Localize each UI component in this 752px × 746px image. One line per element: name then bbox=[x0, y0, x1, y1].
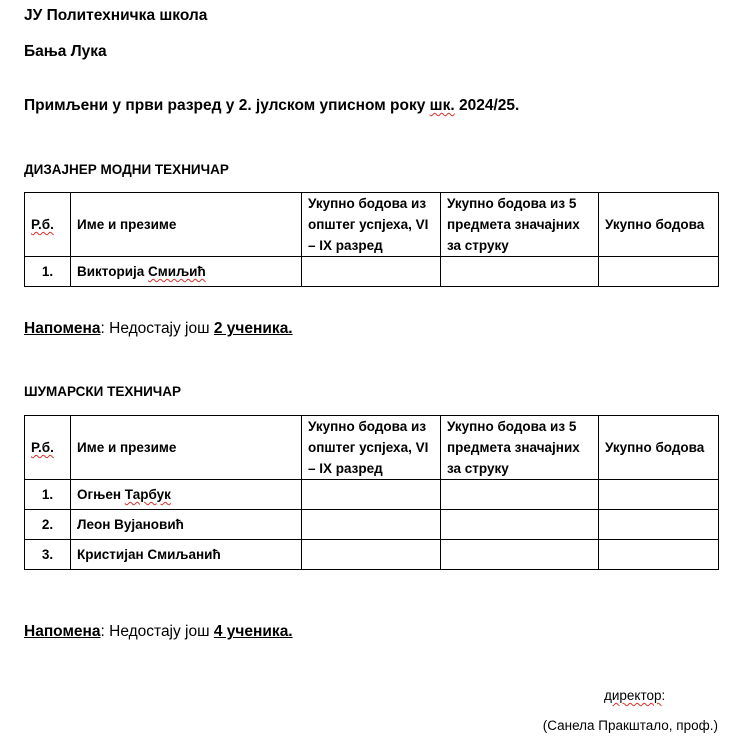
header-rb: Р.б. bbox=[31, 217, 54, 232]
header-total-points: Укупно бодова bbox=[599, 193, 719, 257]
subject-points-cell bbox=[441, 540, 599, 570]
signature-title: директор: bbox=[604, 688, 666, 703]
subject-points-cell bbox=[441, 257, 599, 287]
general-points-cell bbox=[302, 480, 441, 510]
note-fashion bbox=[24, 320, 293, 338]
signature-name: (Санела Пракштало, проф.) bbox=[542, 718, 718, 733]
header-name: Име и презиме bbox=[71, 416, 302, 480]
student-name: Викторија Смиљић bbox=[71, 257, 302, 287]
note-label: Напомена bbox=[24, 320, 101, 337]
student-name: Огњен Тарбук bbox=[71, 480, 302, 510]
general-points-cell bbox=[302, 257, 441, 287]
table-forestry-technician bbox=[24, 415, 719, 570]
general-points-cell bbox=[302, 540, 441, 570]
general-points-cell bbox=[302, 510, 441, 540]
school-city: Бања Лука bbox=[24, 43, 107, 60]
total-points-cell bbox=[599, 510, 719, 540]
header-subject-points: Укупно бодова из 5 предмета значајних за струку bbox=[441, 416, 599, 480]
school-name: ЈУ Политехничка школа bbox=[24, 7, 208, 24]
note-count: 2 ученика. bbox=[213, 320, 293, 337]
document-heading bbox=[24, 97, 519, 115]
total-points-cell bbox=[599, 257, 719, 287]
table-fashion-technician bbox=[24, 192, 719, 287]
row-number: 3. bbox=[25, 540, 71, 570]
note-count: 4 ученика. bbox=[213, 623, 293, 640]
heading-school-abbrev: шк. bbox=[429, 97, 455, 114]
header-subject-points: Укупно бодова из 5 предмета значајних за струку bbox=[441, 193, 599, 257]
total-points-cell bbox=[599, 540, 719, 570]
student-name: Леон Вујановић bbox=[71, 510, 302, 540]
student-name: Кристијан Смиљанић bbox=[71, 540, 302, 570]
header-general-points: Укупно бодова из општег успјеха, VI – IX разред bbox=[302, 193, 441, 257]
row-number: 1. bbox=[25, 257, 71, 287]
header-general-points: Укупно бодова из општег успјеха, VI – IX разред bbox=[302, 416, 441, 480]
table-row bbox=[25, 510, 719, 540]
table-row bbox=[25, 480, 719, 510]
subject-points-cell bbox=[441, 480, 599, 510]
table-header-row bbox=[25, 193, 719, 257]
director-word: директор bbox=[604, 688, 662, 703]
heading-text: Примљени у први разред у 2. јулском уписном року bbox=[24, 97, 430, 114]
section-title-fashion: ДИЗАЈНЕР МОДНИ ТЕХНИЧАР bbox=[24, 162, 229, 177]
table-header-row bbox=[25, 416, 719, 480]
total-points-cell bbox=[599, 480, 719, 510]
header-total-points: Укупно бодова bbox=[599, 416, 719, 480]
section-title-forestry: ШУМАРСКИ ТЕХНИЧАР bbox=[24, 384, 182, 399]
subject-points-cell bbox=[441, 510, 599, 540]
row-number: 2. bbox=[25, 510, 71, 540]
note-forestry bbox=[24, 623, 293, 641]
header-rb: Р.б. bbox=[31, 440, 54, 455]
note-text: : Недостају још bbox=[100, 320, 214, 337]
header-name: Име и презиме bbox=[71, 193, 302, 257]
table-row bbox=[25, 540, 719, 570]
heading-year: 2024/25. bbox=[454, 97, 520, 114]
table-row bbox=[25, 257, 719, 287]
note-text: : Недостају још bbox=[100, 623, 214, 640]
note-label: Напомена bbox=[24, 623, 101, 640]
row-number: 1. bbox=[25, 480, 71, 510]
